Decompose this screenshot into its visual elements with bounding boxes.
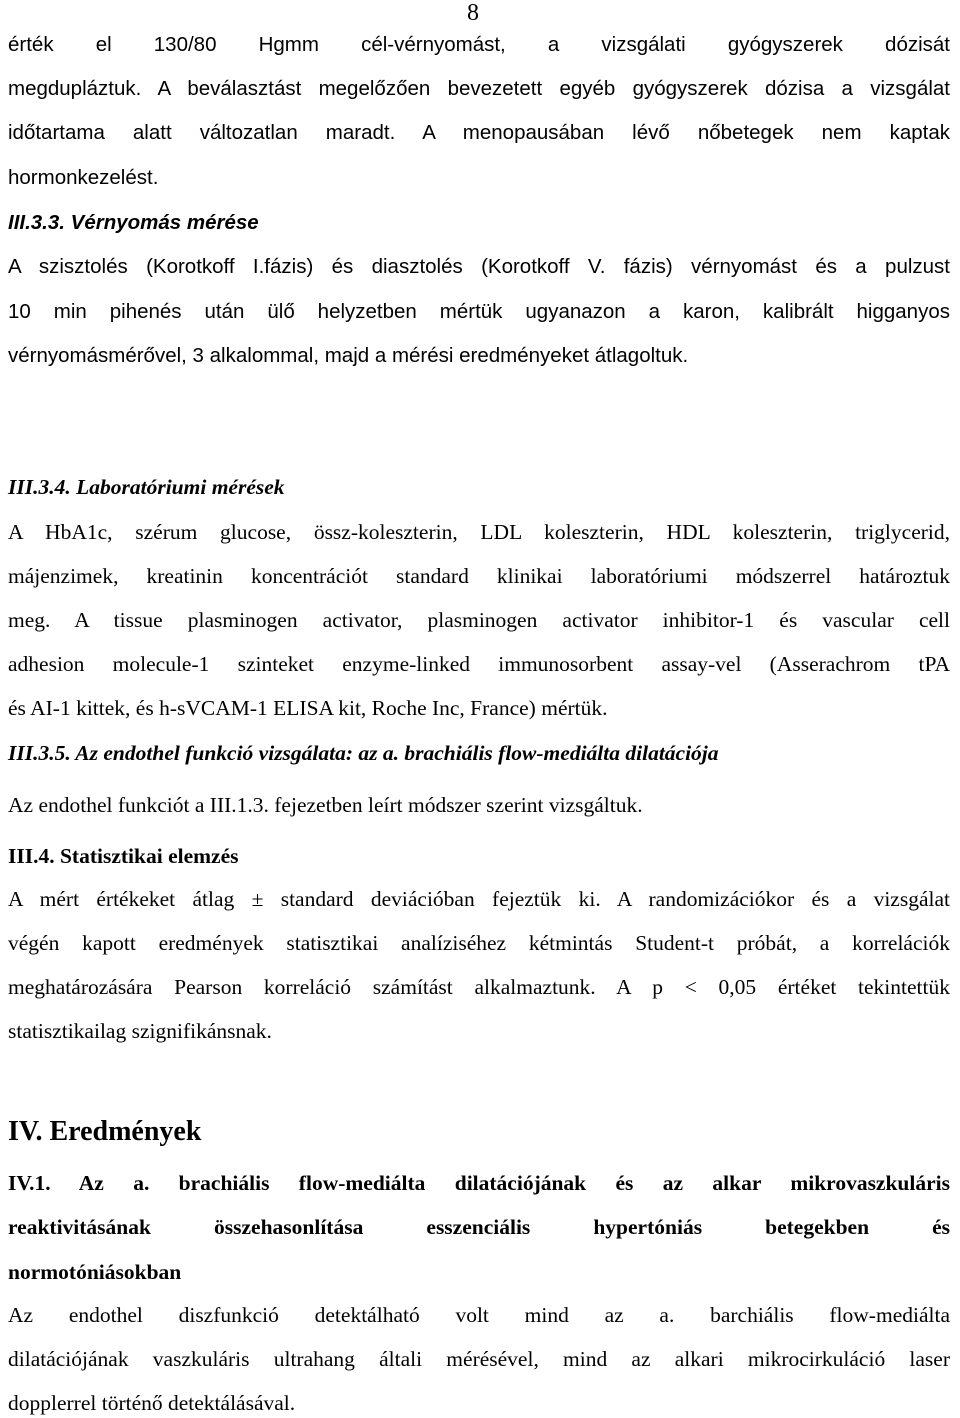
section-heading-4: III.4. Statisztikai elemzés xyxy=(8,844,239,868)
section-heading-3-3-3: III.3.3. Vérnyomás mérése xyxy=(8,211,259,234)
text-line: időtartama alatt változatlan maradt. A menopausában lévő nőbetegek nem kaptak xyxy=(8,121,950,144)
text-line: Az endothel funkciót a III.1.3. fejezetben leírt módszer szerint vizsgáltuk. xyxy=(8,793,643,817)
text-line: A mért értékeket átlag ± standard deviációban fejeztük ki. A randomizációkor és a vizsgálat xyxy=(8,887,950,911)
page-number: 8 xyxy=(467,0,479,26)
text-line: A szisztolés (Korotkoff I.fázis) és diasztolés (Korotkoff V. fázis) vérnyomást és a pulzust xyxy=(8,255,950,278)
text-line: meg. A tissue plasminogen activator, plasminogen activator inhibitor-1 és vascular cell xyxy=(8,608,950,632)
text-line: Az endothel diszfunkció detektálható volt mind az a. barchiális flow-mediálta xyxy=(8,1303,950,1327)
section-heading-3-3-5: III.3.5. Az endothel funkció vizsgálata: az a. brachiális flow-mediálta dilatációja xyxy=(8,741,719,765)
section-heading-iv-1: reaktivitásának összehasonlítása esszenciális hypertóniás betegekben és xyxy=(8,1215,950,1239)
text-line: meghatározására Pearson korreláció számítást alkalmaztunk. A p < 0,05 értéket tekintettük xyxy=(8,975,950,999)
text-line: májenzimek, kreatinin koncentrációt standard klinikai laboratóriumi módszerrel határoztuk xyxy=(8,564,950,588)
text-line: dilatációjának vaszkuláris ultrahang általi mérésével, mind az alkari mikrocirkuláció laser xyxy=(8,1347,950,1371)
text-line: vérnyomásmérővel, 3 alkalommal, majd a mérési eredményeket átlagoltuk. xyxy=(8,344,689,367)
text-line: 10 min pihenés után ülő helyzetben mértük ugyanazon a karon, kalibrált higganyos xyxy=(8,300,950,323)
text-line: dopplerrel történő detektálásával. xyxy=(8,1391,296,1415)
section-heading-iv-1: normotóniásokban xyxy=(8,1260,182,1284)
text-line: érték el 130/80 Hgmm cél-vérnyomást, a vizsgálati gyógyszerek dózisát xyxy=(8,33,950,56)
text-line: adhesion molecule-1 szinteket enzyme-linked immunosorbent assay-vel (Asserachrom tPA xyxy=(8,652,950,676)
text-line: A HbA1c, szérum glucose, össz-koleszterin, LDL koleszterin, HDL koleszterin, triglycerid, xyxy=(8,520,950,544)
text-line: végén kapott eredmények statisztikai analíziséhez kétmintás Student-t próbát, a korrelációk xyxy=(8,931,950,955)
text-line: hormonkezelést. xyxy=(8,166,159,189)
chapter-heading: IV. Eredmények xyxy=(8,1116,202,1147)
text-line: megdupláztuk. A beválasztást megelőzően bevezetett egyéb gyógyszerek dózisa a vizsgálat xyxy=(8,77,950,100)
text-line: és AI-1 kittek, és h-sVCAM-1 ELISA kit, Roche Inc, France) mértük. xyxy=(8,696,608,720)
section-heading-3-3-4: III.3.4. Laboratóriumi mérések xyxy=(8,475,285,499)
section-heading-iv-1: IV.1. Az a. brachiális flow-mediálta dilatációjának és az alkar mikrovaszkuláris xyxy=(8,1171,950,1195)
text-line: statisztikailag szignifikánsnak. xyxy=(8,1019,272,1043)
